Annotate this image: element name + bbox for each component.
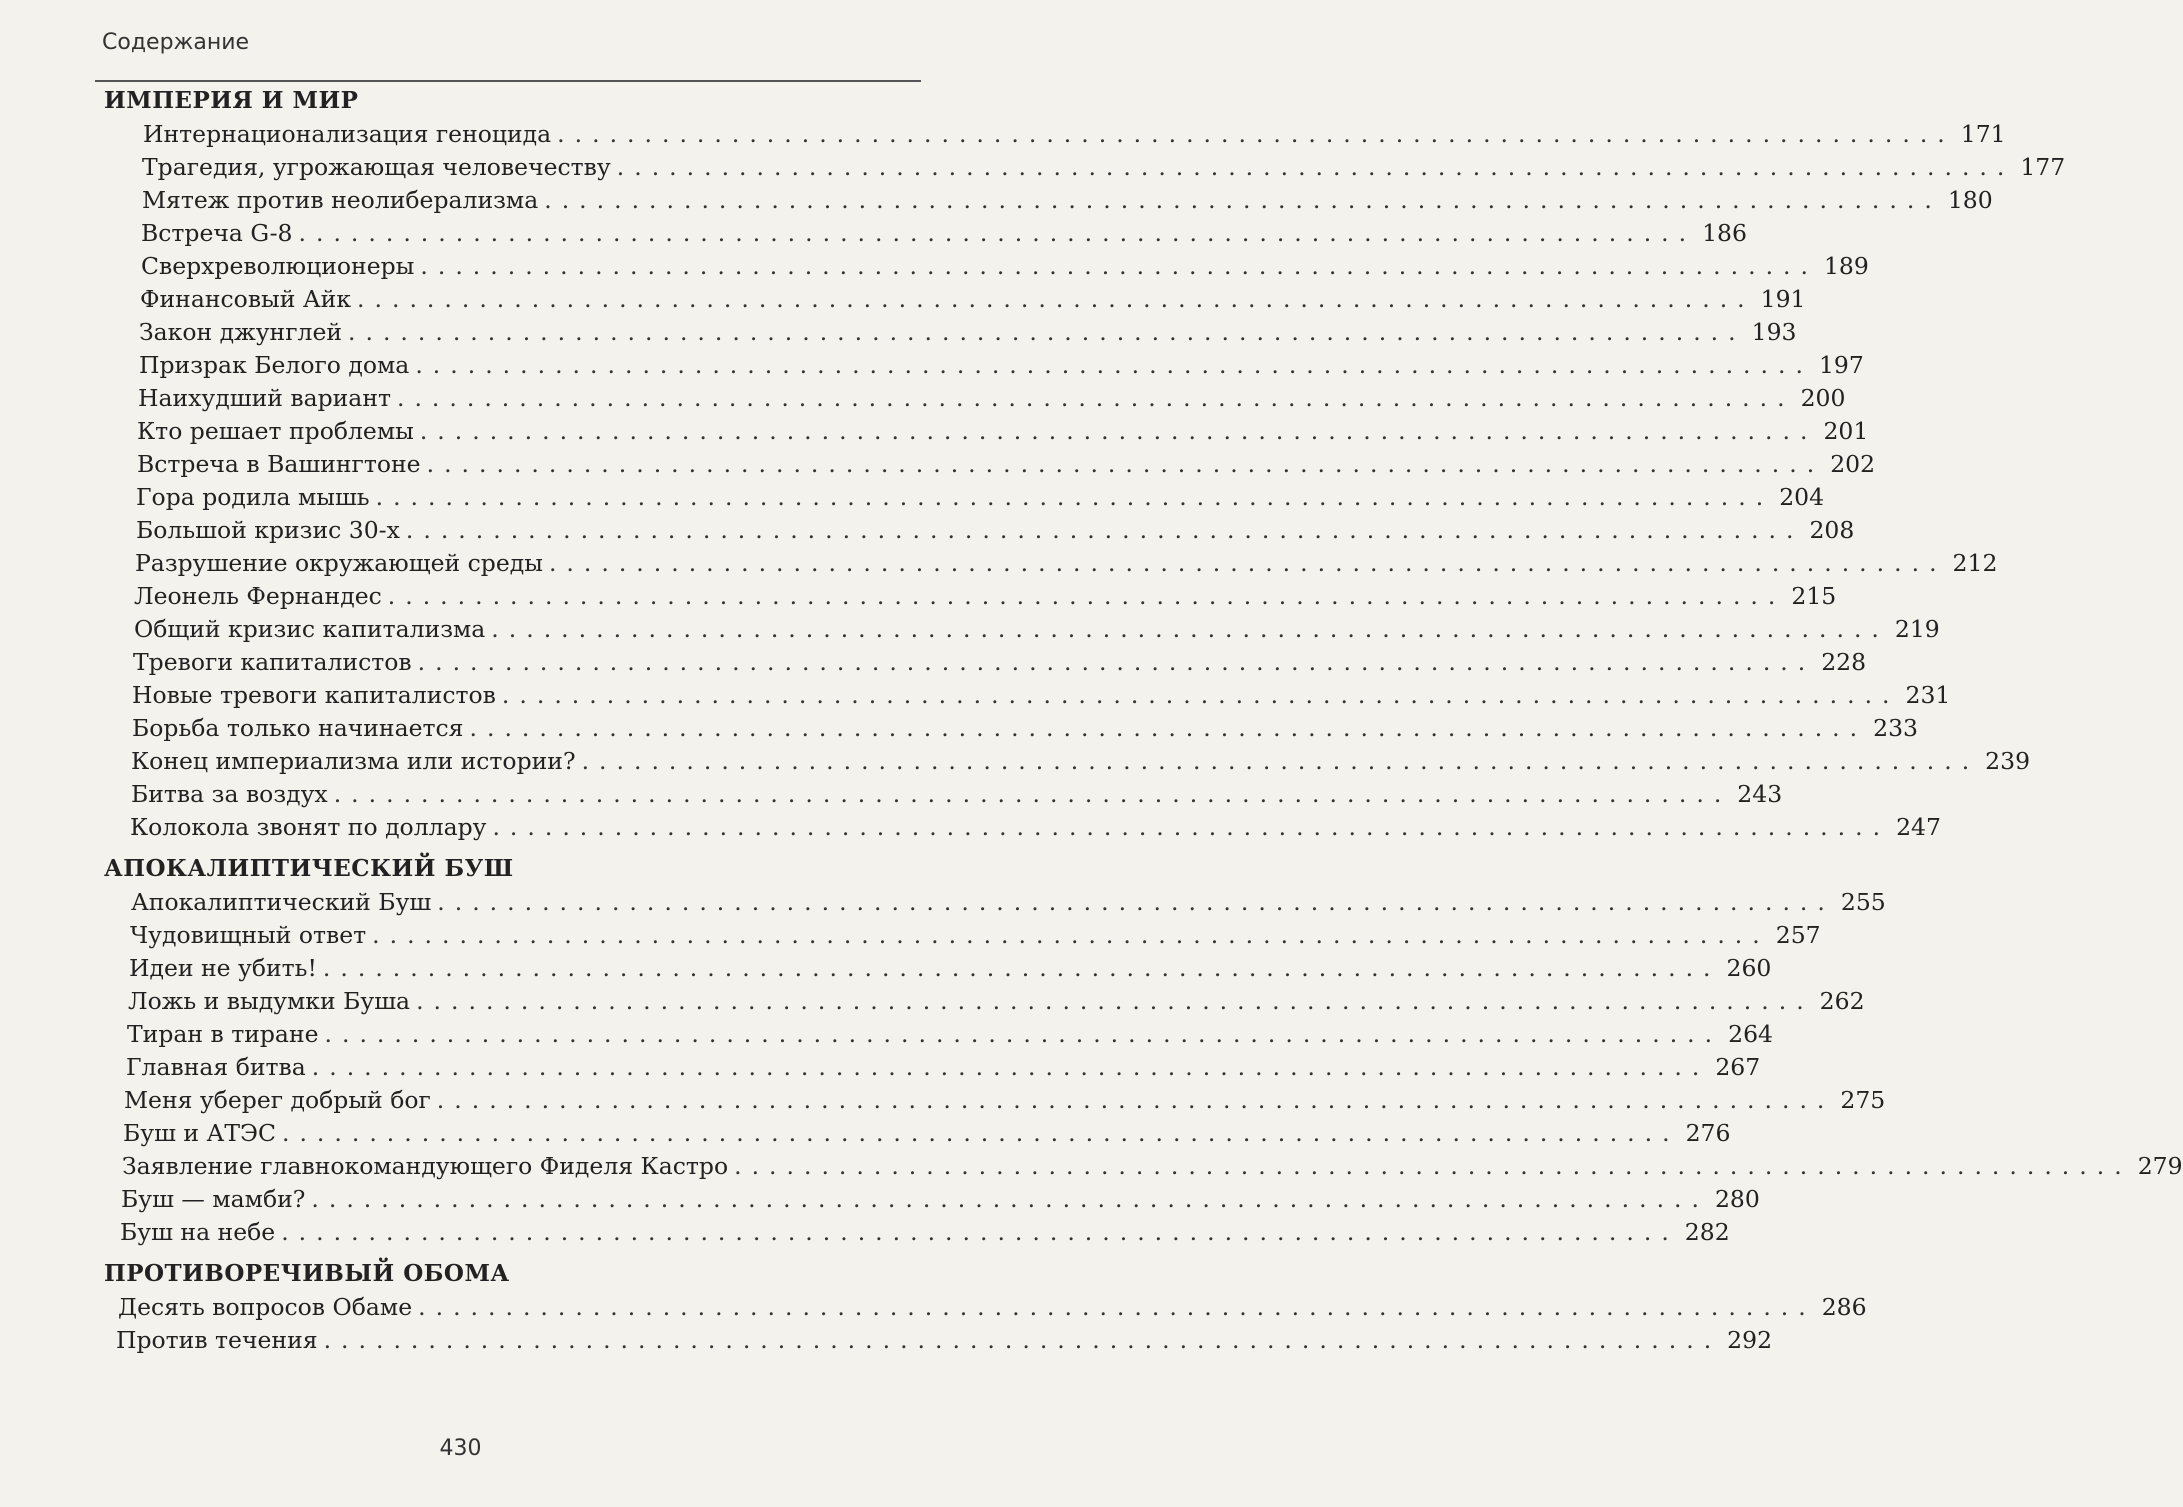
entry-title: Против течения	[116, 1324, 324, 1357]
entry-title: Мятеж против неолиберализма	[142, 184, 544, 217]
dot-leader: ................................................................................	[420, 252, 1818, 280]
toc-entry	[142, 151, 2066, 184]
entry-title: Трагедия, угрожающая человечеству	[142, 151, 617, 184]
entry-page-number: 201	[1823, 417, 1869, 445]
entry-page-number: 255	[1840, 888, 1886, 916]
toc-entry	[124, 1084, 1886, 1117]
dot-leader: ................................................................................	[416, 987, 1814, 1015]
entry-title: Большой кризис 30-х	[136, 514, 406, 547]
entry-title: Леонель Фернандес	[134, 580, 388, 613]
toc-entry	[131, 745, 2031, 778]
toc-entry	[140, 283, 1806, 316]
entry-page-number: 193	[1751, 318, 1797, 346]
entry-page-number: 231	[1905, 681, 1951, 709]
toc-entry	[142, 184, 1993, 217]
entry-title: Призрак Белого дома	[139, 349, 415, 382]
entry-title: Меня уберег добрый бог	[124, 1084, 437, 1117]
entry-page-number: 197	[1818, 351, 1864, 379]
dot-leader: ................................................................................	[734, 1152, 2132, 1180]
toc-entry	[131, 886, 1886, 919]
dot-leader: ................................................................................	[396, 384, 1795, 412]
toc-entry	[127, 1018, 1773, 1051]
toc-entry	[141, 250, 1869, 283]
toc-entry	[130, 919, 1821, 952]
entry-page-number: 189	[1823, 252, 1869, 280]
section-title: ПРОТИВОРЕЧИВЫЙ ОБОМА	[104, 1260, 510, 1287]
entry-title: Встреча G-8	[141, 217, 299, 250]
entry-page-number: 233	[1873, 714, 1918, 742]
entry-page-number: 275	[1840, 1086, 1886, 1114]
toc-entry	[120, 1216, 1730, 1249]
entry-title: Буш — мамби?	[121, 1183, 311, 1216]
dot-leader: ................................................................................	[348, 318, 1746, 346]
toc-entry	[121, 1183, 1760, 1216]
dot-leader: ................................................................................	[557, 120, 1955, 148]
entry-title: Общий кризис капитализма	[134, 613, 491, 646]
entry-title: Главная битва	[126, 1051, 312, 1084]
dot-leader: ................................................................................	[333, 780, 1732, 808]
toc-section	[0, 852, 2183, 1249]
dot-leader: ................................................................................	[419, 417, 1818, 445]
toc-entry	[128, 985, 1865, 1018]
entry-title: Встреча в Вашингтоне	[137, 448, 427, 481]
toc-entry	[123, 1117, 1731, 1150]
entry-page-number: 219	[1894, 615, 1940, 643]
entry-page-number: 262	[1819, 987, 1865, 1015]
toc-entry	[136, 481, 1825, 514]
entry-page-number: 208	[1809, 516, 1855, 544]
entry-title: Буш и АТЭС	[123, 1117, 282, 1150]
dot-leader: ................................................................................	[324, 1020, 1723, 1048]
toc-entry	[131, 778, 1783, 811]
entry-page-number: 191	[1760, 285, 1806, 313]
entry-title: Сверхреволюционеры	[141, 250, 420, 283]
entry-page-number: 180	[1947, 186, 1993, 214]
toc-entry	[139, 349, 1864, 382]
header-rule	[95, 80, 921, 82]
toc-entry	[130, 811, 1941, 844]
toc-entry	[141, 217, 1747, 250]
dot-leader: ................................................................................	[298, 219, 1697, 247]
entry-title: Разрушение окружающей среды	[135, 547, 549, 580]
entry-title: Идеи не убить!	[129, 952, 323, 985]
dot-leader: ................................................................................	[322, 954, 1721, 982]
toc-entry	[132, 712, 1918, 745]
toc-entry	[132, 679, 1951, 712]
toc-section	[0, 84, 2066, 844]
dot-leader: ................................................................................	[469, 714, 1868, 742]
dot-leader: ................................................................................	[548, 549, 1947, 577]
dot-leader: ................................................................................	[281, 1119, 1680, 1147]
entry-title: Ложь и выдумки Буша	[128, 985, 416, 1018]
toc-entry	[135, 547, 1998, 580]
toc-entry	[134, 613, 1940, 646]
dot-leader: ................................................................................	[492, 813, 1891, 841]
entry-page-number: 212	[1952, 549, 1998, 577]
entry-page-number: 257	[1775, 921, 1821, 949]
dot-leader: ................................................................................	[436, 1086, 1835, 1114]
entry-page-number: 264	[1728, 1020, 1773, 1048]
entry-title: Колокола звонят по доллару	[130, 811, 492, 844]
entry-title: Интернационализация геноцида	[143, 118, 557, 151]
entry-page-number: 204	[1779, 483, 1825, 511]
dot-leader: ................................................................................	[372, 921, 1770, 949]
entry-title: Борьба только начинается	[132, 712, 470, 745]
entry-page-number: 202	[1830, 450, 1876, 478]
dot-leader: ................................................................................	[311, 1185, 1709, 1213]
entry-title: Чудовищный ответ	[130, 919, 372, 952]
entry-page-number: 260	[1726, 954, 1772, 982]
entry-page-number: 186	[1702, 219, 1747, 247]
dot-leader: ................................................................................	[616, 153, 2015, 181]
entry-page-number: 177	[2020, 153, 2066, 181]
dot-leader: ................................................................................	[426, 450, 1825, 478]
dot-leader: ................................................................................	[581, 747, 1980, 775]
toc-entry	[137, 448, 1876, 481]
entry-title: Десять вопросов Обаме	[118, 1291, 418, 1324]
entry-title: Закон джунглей	[139, 316, 348, 349]
toc-entry	[126, 1051, 1761, 1084]
dot-leader: ................................................................................	[281, 1218, 1679, 1246]
dot-leader: ................................................................................	[323, 1326, 1722, 1354]
toc-entry	[118, 1291, 1867, 1324]
entry-title: Гора родила мышь	[136, 481, 376, 514]
running-header: Содержание	[102, 30, 250, 55]
toc-entry	[133, 646, 1867, 679]
toc-section	[0, 1257, 1867, 1357]
dot-leader: ................................................................................	[417, 648, 1816, 676]
page-number: 430	[439, 1436, 482, 1461]
entry-page-number: 282	[1684, 1218, 1730, 1246]
entry-page-number: 228	[1821, 648, 1867, 676]
toc-entry	[139, 316, 1797, 349]
entry-page-number: 243	[1737, 780, 1783, 808]
table-of-contents	[0, 84, 2183, 1357]
toc-entry	[143, 118, 2006, 151]
dot-leader: ................................................................................	[405, 516, 1804, 544]
dot-leader: ................................................................................	[415, 351, 1813, 379]
dot-leader: ................................................................................	[491, 615, 1889, 643]
entry-title: Буш на небе	[120, 1216, 281, 1249]
entry-title: Новые тревоги капиталистов	[132, 679, 502, 712]
toc-entry	[116, 1324, 1773, 1357]
toc-entry	[137, 415, 1869, 448]
entry-page-number: 267	[1715, 1053, 1761, 1081]
entry-page-number: 292	[1727, 1326, 1773, 1354]
dot-leader: ................................................................................	[437, 888, 1835, 916]
entry-page-number: 200	[1800, 384, 1846, 412]
entry-page-number: 280	[1714, 1185, 1760, 1213]
entry-title: Апокалиптический Буш	[131, 886, 437, 919]
dot-leader: ................................................................................	[375, 483, 1774, 511]
dot-leader: ................................................................................	[357, 285, 1755, 313]
toc-entry	[136, 514, 1855, 547]
entry-page-number: 286	[1821, 1293, 1867, 1321]
entry-title: Конец империализма или истории?	[131, 745, 582, 778]
entry-title: Наихудший вариант	[138, 382, 397, 415]
entry-page-number: 171	[1960, 120, 2006, 148]
toc-entry	[134, 580, 1837, 613]
entry-page-number: 276	[1685, 1119, 1731, 1147]
entry-title: Битва за воздух	[131, 778, 334, 811]
toc-entry	[122, 1150, 2183, 1183]
entry-page-number: 215	[1791, 582, 1837, 610]
dot-leader: ................................................................................	[387, 582, 1786, 610]
entry-title: Тиран в тиране	[127, 1018, 325, 1051]
entry-title: Кто решает проблемы	[137, 415, 420, 448]
entry-page-number: 247	[1896, 813, 1941, 841]
toc-entry	[129, 952, 1772, 985]
section-title: АПОКАЛИПТИЧЕСКИЙ БУШ	[104, 855, 514, 882]
section-title: ИМПЕРИЯ И МИР	[104, 87, 359, 114]
entry-title: Тревоги капиталистов	[133, 646, 418, 679]
entry-page-number: 279	[2137, 1152, 2183, 1180]
dot-leader: ................................................................................	[311, 1053, 1710, 1081]
dot-leader: ................................................................................	[544, 186, 1942, 214]
toc-entry	[138, 382, 1846, 415]
dot-leader: ................................................................................	[501, 681, 1900, 709]
dot-leader: ................................................................................	[418, 1293, 1816, 1321]
entry-page-number: 239	[1985, 747, 2031, 775]
entry-title: Финансовый Айк	[140, 283, 357, 316]
entry-title: Заявление главнокомандующего Фиделя Кастро	[122, 1150, 734, 1183]
